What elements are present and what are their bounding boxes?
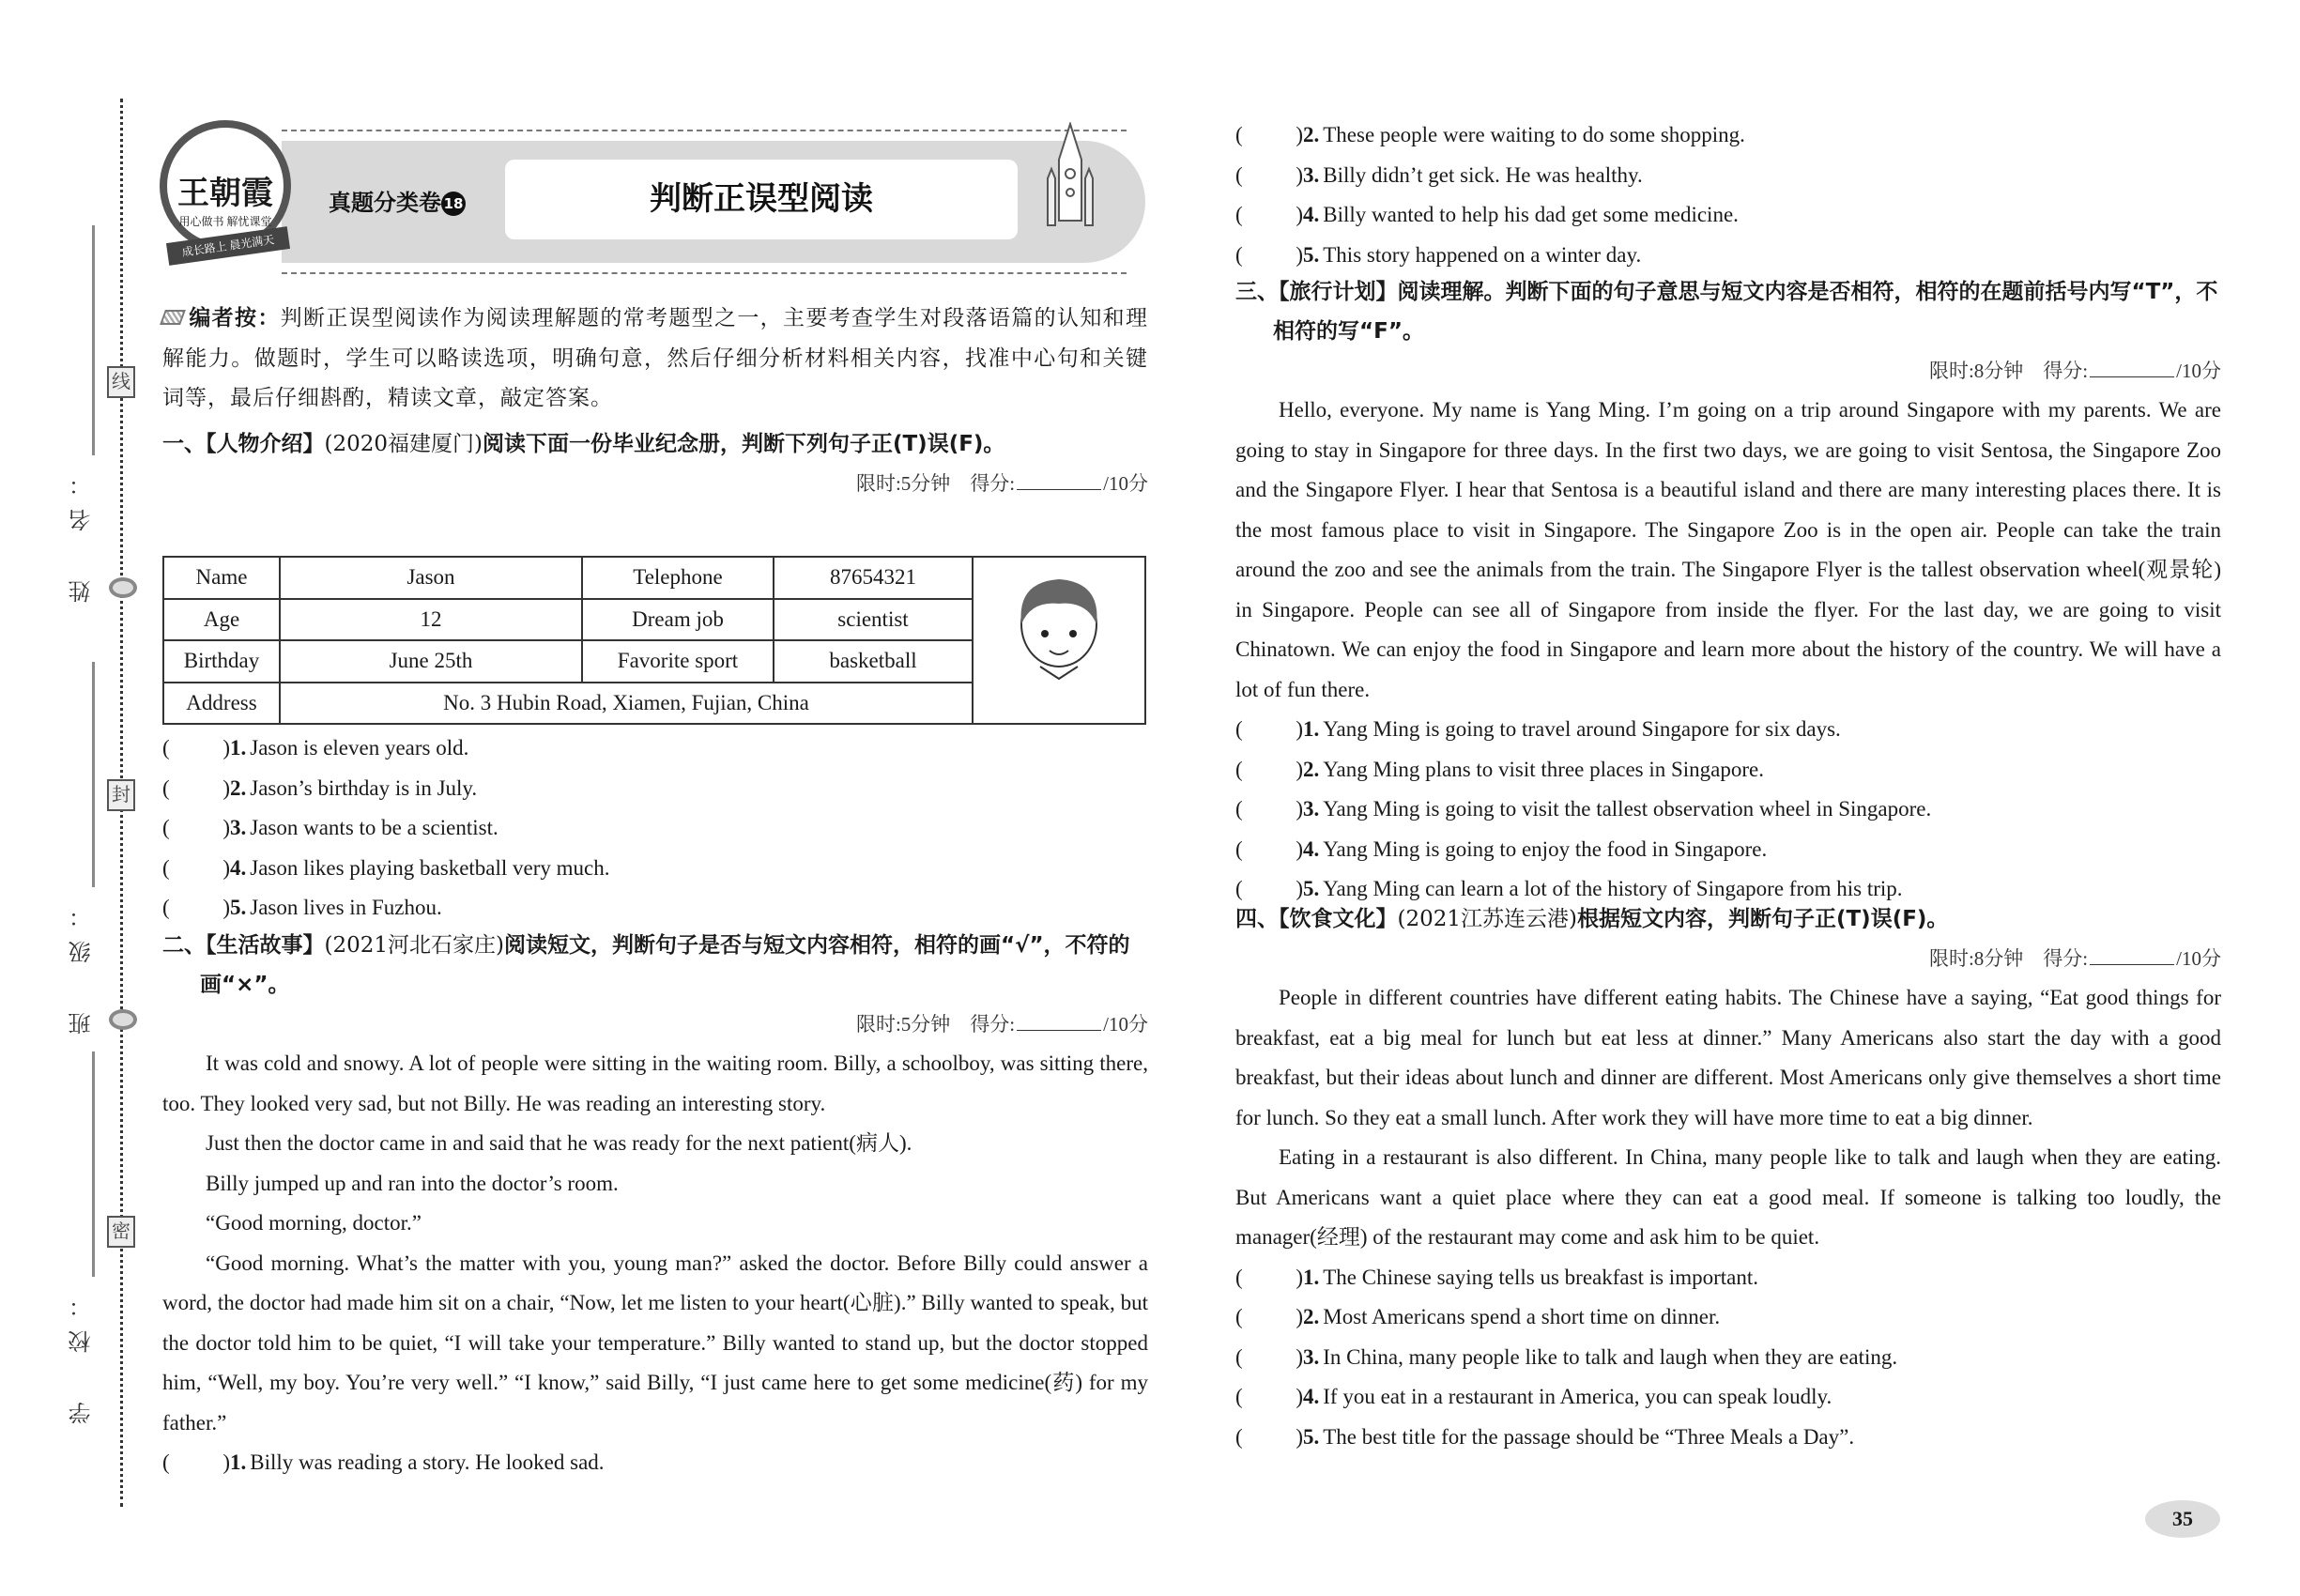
time-limit: 限时:5分钟 — [855, 472, 951, 495]
question-number: 4. — [1303, 1385, 1320, 1408]
table-cell: 12 — [280, 599, 582, 641]
score-blank[interactable] — [2090, 357, 2174, 377]
section-4 — [1235, 899, 2221, 1457]
section-title: 二、【生活故事】 — [162, 933, 325, 958]
question-text: Jason is eleven years old. — [250, 736, 469, 760]
school-blank-line — [92, 1051, 95, 1277]
answer-blank[interactable]: ( ) — [1235, 1344, 1303, 1369]
passage-paragraph: People in different countries have different eating habits. The Chinese have a saying, “Eat good things for breakfast, eat a big meal for lunch but eat less at dinner.” Many Americans also start the day with a good breakfast, but their ideas about lunch and dinner are different. Most Americans only give themselves a short time for lunch. So they eat a small lunch. After work they will have more time to eat a big dinner. — [1235, 986, 2221, 1129]
question-text: The Chinese saying tells us breakfast is important. — [1323, 1265, 1758, 1289]
table-cell: Name — [163, 557, 280, 599]
section-heading — [162, 926, 1148, 1005]
section-instruction: 阅读理解。判断下面的句子意思与短文内容是否相符，相符的在题前括号内写“T”，不相符的写“F”。 — [1273, 280, 2218, 344]
answer-blank[interactable]: ( ) — [162, 855, 230, 880]
swirl-icon — [109, 577, 137, 598]
section-2-continued — [1235, 115, 2221, 275]
time-limit: 限时:8分钟 — [1928, 947, 2024, 970]
passage-paragraph: “Good morning, doctor.” — [206, 1211, 422, 1235]
section-instruction: 阅读短文，判断句子是否与短文内容相符，相符的画“√”，不符的画“×”。 — [200, 933, 1130, 997]
score-total: /10分 — [1103, 1013, 1148, 1036]
question-text: Billy didn’t get sick. He was healthy. — [1323, 162, 1643, 187]
question-text: Yang Ming is going to travel around Singapore for six days. — [1323, 717, 1841, 741]
boy-portrait — [973, 557, 1145, 724]
question-number: 3. — [1303, 1344, 1320, 1369]
score-label: 得分: — [970, 472, 1016, 495]
question-text: These people were waiting to do some shopping. — [1323, 123, 1745, 146]
section-title: 四、【饮食文化】 — [1235, 907, 1398, 931]
rocket-icon — [1042, 122, 1098, 244]
answer-blank[interactable]: ( ) — [162, 816, 230, 839]
score-label: 得分: — [970, 1013, 1016, 1036]
passage-paragraph: It was cold and snowy. A lot of people were sitting in the waiting room. Billy, a schoolboy, was sitting there, too. They looked very sad, but not Billy. He was reading an interesting story. — [162, 1051, 1148, 1115]
pencil-note-icon — [160, 310, 186, 325]
table-cell: Jason — [280, 557, 582, 599]
question-number: 5. — [1303, 877, 1320, 900]
answer-blank[interactable]: ( ) — [1235, 797, 1303, 821]
question-item — [1235, 115, 2221, 156]
score-label: 得分: — [2043, 947, 2089, 970]
time-limit: 限时:5分钟 — [855, 1013, 951, 1036]
table-cell: basketball — [774, 640, 973, 683]
editor-note — [162, 299, 1148, 419]
header-dash-bottom — [282, 272, 1127, 274]
question-item — [162, 729, 1148, 769]
answer-blank[interactable]: ( ) — [1235, 717, 1303, 741]
table-cell: Age — [163, 599, 280, 641]
score-total: /10分 — [2176, 947, 2221, 970]
section-instruction: 阅读下面一份毕业纪念册，判断下列句子正(T)误(F)。 — [482, 432, 1005, 456]
question-number: 4. — [1303, 836, 1320, 861]
question-text: Jason wants to be a scientist. — [250, 816, 498, 839]
passage-paragraph: Billy jumped up and ran into the doctor’s room. — [206, 1171, 619, 1195]
question-text: The best title for the passage should be “Three Meals a Day”. — [1323, 1424, 1855, 1449]
answer-blank[interactable]: ( ) — [1235, 203, 1303, 226]
passage-paragraph: Just then the doctor came in and said that he was ready for the next patient(病人). — [206, 1131, 912, 1155]
swirl-icon — [109, 1009, 137, 1030]
header-dash-top — [282, 130, 1127, 131]
question-item — [1235, 156, 2221, 196]
time-limit: 限时:8分钟 — [1928, 360, 2024, 382]
answer-blank[interactable]: ( ) — [162, 896, 230, 919]
question-number: 1. — [230, 736, 247, 760]
question-text: Most Americans spend a short time on dinner. — [1323, 1305, 1721, 1328]
score-blank[interactable] — [2090, 944, 2174, 965]
section-1 — [162, 424, 1148, 928]
question-text: Jason lives in Fuzhou. — [250, 896, 442, 919]
score-label: 得分: — [2043, 360, 2089, 382]
passage-paragraph: Eating in a restaurant is also different. In China, many people like to talk and laugh when they are eating. But Americans want a quiet place where they can eat a good meal. If someone is talking too loudly, the manager(经理) of the restaurant may come and ask him to be quiet. — [1235, 1145, 2221, 1249]
score-total: /10分 — [2176, 360, 2221, 382]
question-text: Billy was reading a story. He looked sad. — [250, 1450, 605, 1474]
question-item — [1235, 236, 2221, 276]
section-source: (2021江苏连云港) — [1397, 907, 1577, 931]
score-line — [162, 464, 1148, 503]
question-text: Yang Ming is going to visit the tallest observation wheel in Singapore. — [1323, 797, 1932, 821]
question-number: 2. — [1303, 123, 1320, 146]
table-cell: Telephone — [582, 557, 774, 599]
question-number: 3. — [1303, 797, 1320, 821]
answer-blank[interactable]: ( ) — [1235, 1265, 1303, 1289]
seal-mark: 密 — [107, 1216, 135, 1248]
question-item — [162, 888, 1148, 928]
question-number: 4. — [1303, 203, 1320, 226]
question-item — [1235, 1338, 2221, 1378]
answer-blank[interactable]: ( ) — [1235, 877, 1303, 900]
score-blank[interactable] — [1017, 469, 1101, 490]
question-list — [162, 729, 1148, 928]
passage-paragraph: “Good morning. What’s the matter with you, young man?” asked the doctor. Before Billy could answer a word, the doctor had made him sit on a chair, “Now, let me listen to your heart(心脏).” Billy wanted to speak, but the doctor told him to be quiet, “I will take your temperature.” Billy wanted to stand up, but the doctor stopped him, “Well, my boy. You’re very well.” “I know,” said Billy, “I just came here to get some medicine(药) for my father.” — [162, 1251, 1148, 1435]
question-item — [1235, 1377, 2221, 1418]
answer-blank[interactable]: ( ) — [1235, 242, 1303, 267]
yearbook-table — [162, 556, 1146, 725]
editor-note-text: 判断正误型阅读作为阅读理解题的常考题型之一，主要考查学生对段落语篇的认知和理解能力。做题时，学生可以略读选项，明确句意，然后仔细分析材料相关内容，找准中心句和关键词等，最后仔细斟酌，精读文章，敲定答案。 — [162, 306, 1149, 409]
table-cell: 87654321 — [774, 557, 973, 599]
score-total: /10分 — [1103, 472, 1148, 495]
section-source: (2020福建厦门) — [324, 432, 483, 456]
table-cell: Dream job — [582, 599, 774, 641]
answer-blank[interactable]: ( ) — [162, 775, 230, 800]
series-name: 真题分类卷 — [329, 190, 441, 216]
table-row — [163, 557, 1145, 599]
answer-blank[interactable]: ( ) — [1235, 162, 1303, 187]
question-item — [1235, 750, 2221, 790]
question-text: Billy wanted to help his dad get some medicine. — [1323, 203, 1739, 226]
answer-blank[interactable]: ( ) — [1235, 1385, 1303, 1408]
question-number: 2. — [1303, 1305, 1320, 1328]
question-number: 1. — [230, 1450, 247, 1474]
question-number: 3. — [230, 816, 247, 839]
score-line — [1235, 351, 2221, 391]
school-label: 学 校： — [70, 1281, 95, 1424]
boy-face-icon — [1007, 568, 1111, 699]
answer-blank[interactable]: ( ) — [1235, 123, 1303, 146]
question-item — [162, 808, 1148, 849]
question-item — [1235, 1418, 2221, 1458]
question-item — [1235, 1297, 2221, 1338]
question-number: 5. — [230, 896, 247, 919]
question-item — [162, 849, 1148, 889]
question-text: If you eat in a restaurant in America, you can speak loudly. — [1323, 1385, 1832, 1408]
question-text: Yang Ming is going to enjoy the food in Singapore. — [1323, 836, 1768, 861]
question-number: 1. — [1303, 717, 1320, 741]
question-number: 4. — [230, 855, 247, 880]
section-instruction: 根据短文内容，判断句子正(T)误(F)。 — [1576, 907, 1949, 931]
section-heading — [1235, 899, 2221, 939]
section-heading — [162, 424, 1148, 464]
answer-blank[interactable]: ( ) — [1235, 836, 1303, 861]
table-cell: June 25th — [280, 640, 582, 683]
page-number: 35 — [2145, 1500, 2220, 1538]
score-line — [162, 1005, 1148, 1044]
question-text: Yang Ming can learn a lot of the history of Singapore from his trip. — [1323, 877, 1903, 900]
section-title: 一、【人物介绍】 — [162, 432, 325, 456]
question-item — [1235, 830, 2221, 870]
question-number: 1. — [1303, 1265, 1320, 1289]
question-number: 3. — [1303, 162, 1320, 187]
question-item — [1235, 1258, 2221, 1298]
question-number: 2. — [230, 775, 247, 800]
question-item — [1235, 710, 2221, 750]
page-title: 判断正误型阅读 — [505, 160, 1018, 239]
question-item — [1235, 195, 2221, 236]
question-item — [162, 769, 1148, 809]
question-text: This story happened on a winter day. — [1323, 242, 1642, 267]
score-blank[interactable] — [1017, 1010, 1101, 1031]
section-title: 三、【旅行计划】 — [1235, 280, 1398, 304]
answer-blank[interactable]: ( ) — [1235, 757, 1303, 781]
passage-paragraph: Hello, everyone. My name is Yang Ming. I’m going on a trip around Singapore with my parents. We are going to stay in Singapore for three days. In the first two days, we are going to visit Sentosa, the Singapore Zoo and the Singapore Flyer. I hear that Sentosa is a beautiful island and there are many interesting places there. It is the most famous place to visit in Singapore. The Singapore Zoo is in the open air. People can take the train around the zoo and see the animals from the train. The Singapore Flyer is the tallest observation wheel(观景轮) in Singapore. People can see all of Singapore from inside the flyer. For the last day, we are going to visit Chinatown. We can enjoy the food in Singapore and learn more about the history of the country. We will have a lot of fun there. — [1235, 398, 2221, 701]
question-item — [1235, 790, 2221, 830]
table-cell: scientist — [774, 599, 973, 641]
question-number: 5. — [1303, 242, 1320, 267]
score-line — [1235, 939, 2221, 978]
section-heading — [1235, 272, 2221, 351]
answer-blank[interactable]: ( ) — [1235, 1424, 1303, 1449]
question-text: Yang Ming plans to visit three places in Singapore. — [1323, 757, 1764, 781]
class-blank-line — [92, 662, 95, 887]
section-3 — [1235, 272, 2221, 910]
question-item — [162, 1443, 1148, 1483]
seal-mark: 封 — [107, 779, 135, 811]
table-cell: Birthday — [163, 640, 280, 683]
answer-blank[interactable]: ( ) — [162, 1450, 230, 1474]
seal-mark: 线 — [107, 366, 135, 398]
question-number: 5. — [1303, 1424, 1320, 1449]
question-number: 2. — [1303, 757, 1320, 781]
question-text: In China, many people like to talk and laugh when they are eating. — [1323, 1344, 1898, 1369]
editor-note-label: 编者按： — [189, 306, 281, 330]
table-cell: Favorite sport — [582, 640, 774, 683]
class-label: 班 级： — [70, 892, 95, 1035]
series-label — [329, 184, 466, 217]
brand-slogan: 用心做书 解忧课堂 — [178, 215, 272, 228]
table-cell: Address — [163, 683, 280, 725]
brand-ribbon: 成长路上 晨光满天 — [166, 226, 290, 266]
series-number: 18 — [441, 192, 466, 216]
table-cell: No. 3 Hubin Road, Xiamen, Fujian, China — [280, 683, 973, 725]
section-source: (2021河北石家庄) — [324, 933, 504, 958]
question-text: Jason’s birthday is in July. — [250, 775, 478, 800]
name-label: 姓 名： — [70, 460, 95, 603]
answer-blank[interactable]: ( ) — [162, 736, 230, 760]
name-blank-line — [92, 225, 95, 455]
section-2 — [162, 926, 1148, 1483]
answer-blank[interactable]: ( ) — [1235, 1305, 1303, 1328]
question-text: Jason likes playing basketball very much. — [250, 855, 610, 880]
brand-name: 王朝霞 — [177, 175, 273, 212]
